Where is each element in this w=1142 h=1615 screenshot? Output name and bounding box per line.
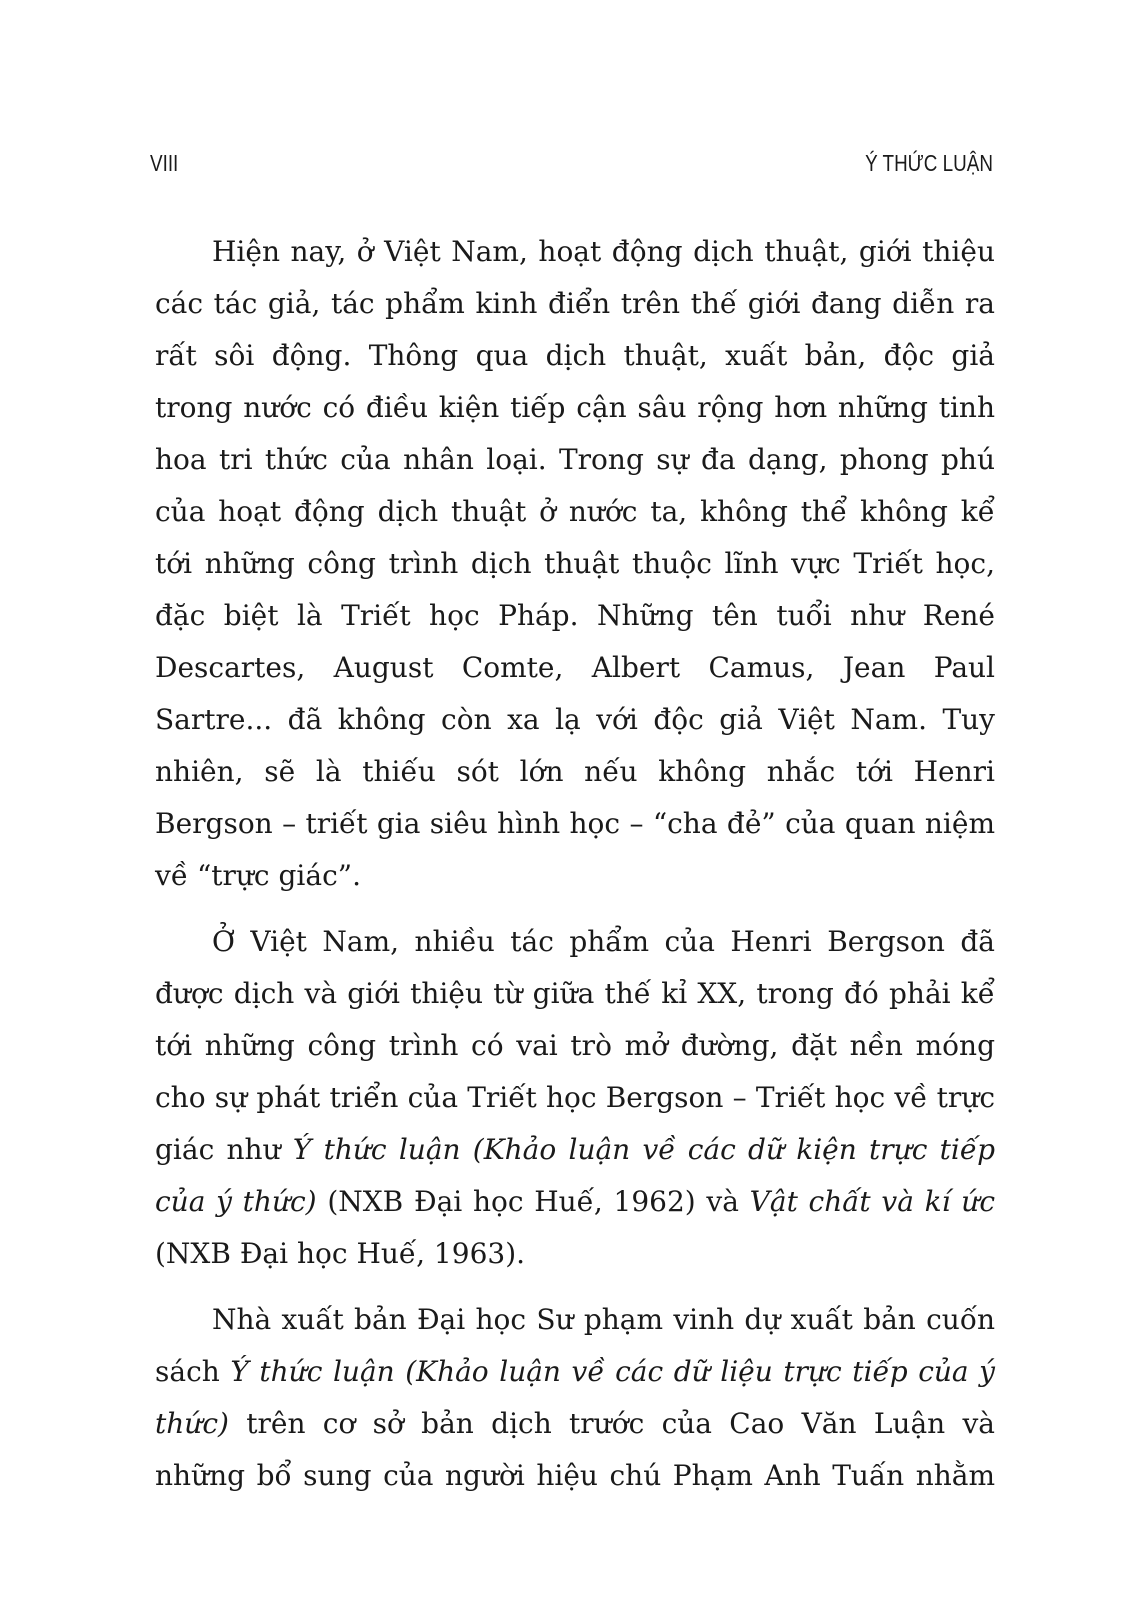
paragraph-2-text-1: Ở Việt Nam, nhiều tác phẩm của Henri Bergson đã được dịch và giới thiệu từ giữa thế kỉ XX, trong đó phải kể tới những công trình có vai trò mở đường, đặt nền móng cho sự phát triển của Triết học Bergson – Triết học về trực giác như xyxy=(155,925,995,1166)
paragraph-1: Hiện nay, ở Việt Nam, hoạt động dịch thuật, giới thiệu các tác giả, tác phẩm kinh điển trên thế giới đang diễn ra rất sôi động. Thông qua dịch thuật, xuất bản, độc giả trong nước có điều kiện tiếp cận sâu rộng hơn những tinh hoa tri thức của nhân loại. Trong sự đa dạng, phong phú của hoạt động dịch thuật ở nước ta, không thể không kể tới những công trình dịch thuật thuộc lĩnh vực Triết học, đặc biệt là Triết học Pháp. Những tên tuổi như René Descartes, August Comte, Albert Camus, Jean Paul Sartre... đã không còn xa lạ với độc giả Việt Nam. Tuy nhiên, sẽ là thiếu sót lớn nếu không nhắc tới Henri Bergson – triết gia siêu hình học – “cha đẻ” của quan niệm về “trực giác”. xyxy=(155,235,995,892)
paragraph-2-text-2: (NXB Đại học Huế, 1962) và xyxy=(316,1185,750,1218)
paragraph-2-title-1: Ý thức luận (Khảo luận về các dữ kiện trực tiếp của ý thức) xyxy=(155,1133,995,1218)
paragraph-3-text-2: trên cơ sở bản dịch trước của Cao Văn Luận và những bổ sung của người hiệu chú Phạm Anh Tuấn nhằm xyxy=(155,1407,995,1492)
book-title: Ý THỨC LUẬN xyxy=(865,150,993,176)
paragraph-3 xyxy=(155,1294,995,1502)
paragraph-2 xyxy=(155,916,995,1280)
body-text xyxy=(155,226,995,1516)
paragraph-3-text-1: Nhà xuất bản Đại học Sư phạm vinh dự xuất bản cuốn sách xyxy=(155,1303,995,1388)
paragraph-2-text-3: (NXB Đại học Huế, 1963). xyxy=(155,1237,526,1270)
running-header xyxy=(150,150,993,184)
paragraph-3-title-1: Ý thức luận (Khảo luận về các dữ liệu trực tiếp của ý thức) xyxy=(155,1355,995,1440)
paragraph-2-title-2: Vật chất và kí ức xyxy=(749,1185,995,1218)
page-number: VIII xyxy=(150,150,179,176)
